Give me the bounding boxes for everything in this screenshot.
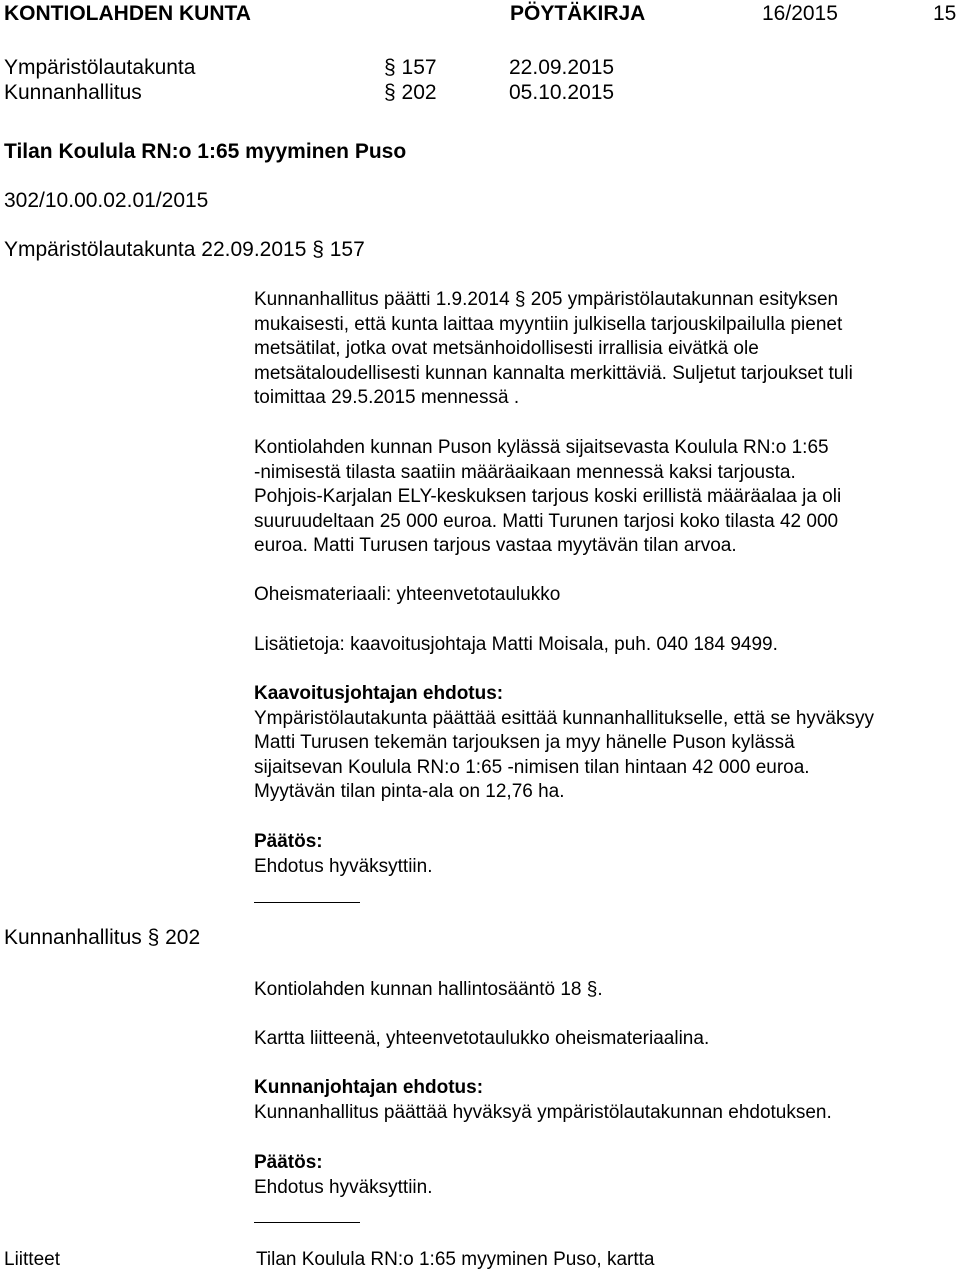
meeting-date: 22.09.2015: [509, 56, 615, 79]
body-line: euroa. Matti Turusen tarjous vastaa myytävän tilan arvoa.: [254, 535, 737, 557]
subject-title: Tilan Koulula RN:o 1:65 myyminen Puso: [4, 140, 407, 163]
body-line: suuruudeltaan 25 000 euroa. Matti Turunen tarjosi koko tilasta 42 000: [254, 510, 839, 532]
proposal-text: Kunnanhallitus päättää hyväksyä ympäristölautakunnan ehdotuksen.: [254, 1101, 832, 1123]
decision-heading: Päätös:: [254, 831, 323, 852]
municipality-name: KONTIOLAHDEN KUNTA: [4, 2, 251, 25]
rule-reference: Kontiolahden kunnan hallintosääntö 18 §.: [254, 979, 603, 1000]
meeting-body: Kunnanhallitus: [4, 81, 142, 104]
decision-text: Ehdotus hyväksyttiin.: [254, 855, 433, 877]
proposal-heading: Kunnanjohtajan ehdotus:: [254, 1077, 484, 1098]
decision-text: Ehdotus hyväksyttiin.: [254, 1176, 433, 1198]
map-note: Kartta liitteenä, yhteenvetotaulukko oheismateriaalina.: [254, 1028, 710, 1049]
proposal-line: Ympäristölautakunta päättää esittää kunnanhallitukselle, että se hyväksyy: [254, 707, 874, 729]
document-type: PÖYTÄKIRJA: [510, 2, 646, 25]
body-line: toimittaa 29.5.2015 mennessä .: [254, 387, 520, 409]
meeting-date: 05.10.2015: [509, 81, 615, 104]
body-line: Kunnanhallitus päätti 1.9.2014 § 205 ympäristölautakunnan esityksen: [254, 289, 839, 310]
section-heading: Ympäristölautakunta 22.09.2015 § 157: [4, 238, 365, 261]
meeting-section: § 157: [384, 56, 437, 79]
document-number: 16/2015: [762, 2, 838, 25]
file-reference: 302/10.00.02.01/2015: [4, 189, 209, 212]
attachments-label: Liitteet: [4, 1249, 60, 1270]
body-line: -nimisestä tilasta saatiin määräaikaan mennessä kaksi tarjousta.: [254, 461, 796, 483]
proposal-heading: Kaavoitusjohtajan ehdotus:: [254, 683, 504, 704]
page-number: 15: [933, 2, 957, 25]
body-line: metsätaloudellisesti kunnan kannalta merkittäviä. Suljetut tarjoukset tuli: [254, 362, 853, 384]
decision-heading: Päätös:: [254, 1152, 323, 1173]
meeting-section: § 202: [384, 81, 437, 104]
proposal-line: Myytävän tilan pinta-ala on 12,76 ha.: [254, 781, 565, 803]
proposal-line: sijaitsevan Koulula RN:o 1:65 -nimisen tilan hintaan 42 000 euroa.: [254, 756, 810, 778]
attachments-value: Tilan Koulula RN:o 1:65 myyminen Puso, kartta: [256, 1249, 655, 1270]
body-line: Pohjois-Karjalan ELY-keskuksen tarjous koski erillistä määräalaa ja oli: [254, 486, 842, 508]
body-line: Kontiolahden kunnan Puson kylässä sijaitsevasta Koulula RN:o 1:65: [254, 437, 829, 458]
body-line: metsätilat, jotka ovat metsänhoidollisesti irrallisia eivätkä ole: [254, 338, 759, 360]
meeting-body: Ympäristölautakunta: [4, 56, 196, 79]
section-heading: Kunnanhallitus § 202: [4, 926, 201, 949]
contact-info: Lisätietoja: kaavoitusjohtaja Matti Moisala, puh. 040 184 9499.: [254, 634, 778, 655]
body-line: mukaisesti, että kunta laittaa myyntiin julkisella tarjouskilpailulla pienet: [254, 313, 843, 335]
attachment-note: Oheismateriaali: yhteenvetotaulukko: [254, 584, 561, 605]
section-divider: [254, 902, 360, 903]
proposal-line: Matti Turusen tekemän tarjouksen ja myy hänelle Puson kylässä: [254, 732, 795, 754]
section-divider: [254, 1222, 360, 1223]
